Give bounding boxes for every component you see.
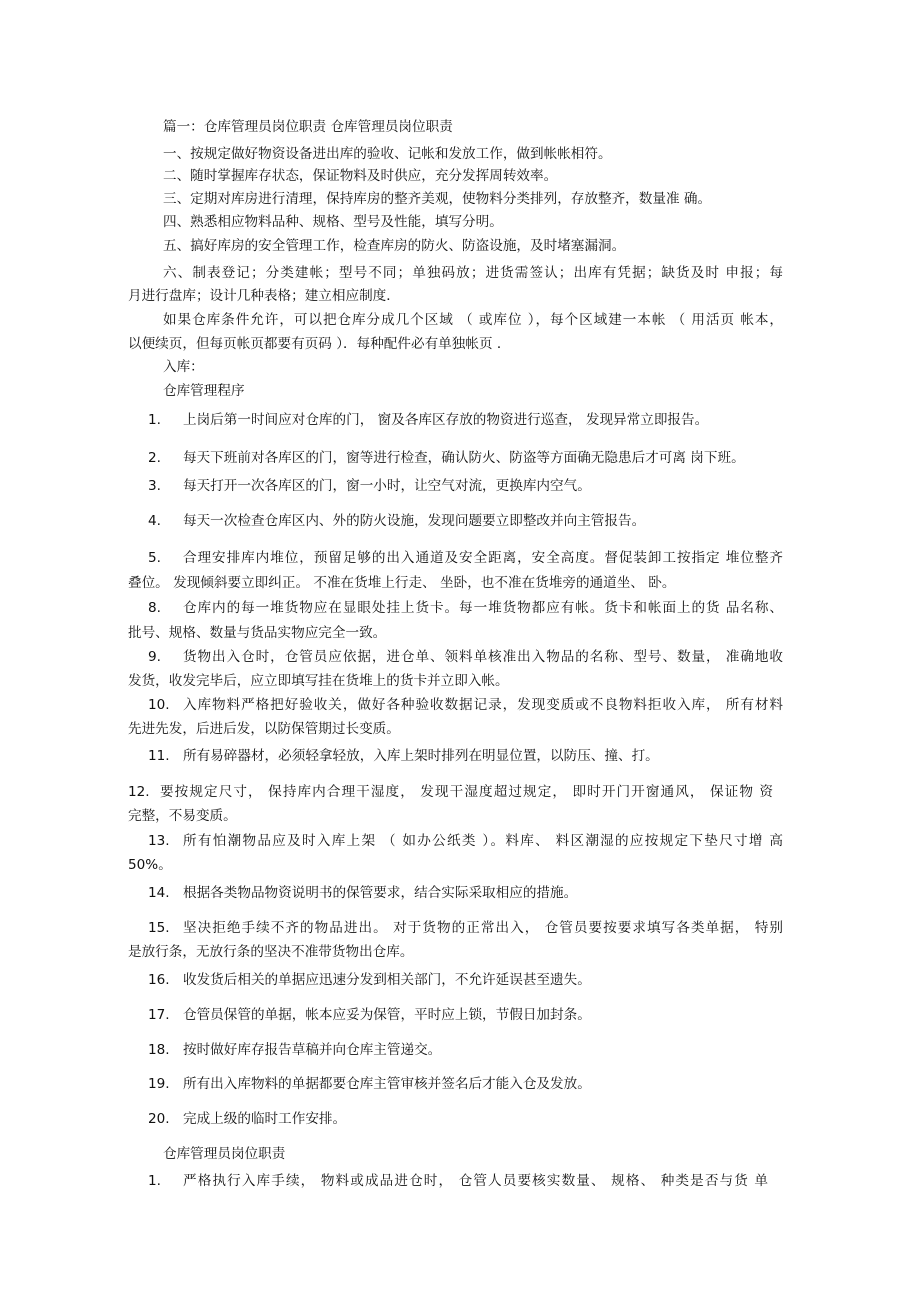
duty-line-3: 三、定期对库房进行清理，保持库房的整齐美观，使物料分类排列，存放整齐，数量准 确。	[163, 191, 712, 207]
item-text: 所有怕潮物品应及时入库上架 （ 如办公纸类 ）。料库、 料区潮湿的应按规定下垫尺寸增 高	[183, 833, 783, 849]
item-text-cont: 50%。	[128, 857, 172, 873]
inbound-heading: 入库：	[163, 359, 204, 375]
item-number: 10.	[148, 697, 170, 713]
duty-line-5: 五、搞好库房的安全管理工作，检查库房的防火、防盗设施，及时堵塞漏洞。	[163, 238, 626, 254]
item-text-cont: 是放行条，无放行条的坚决不准带货物出仓库。	[128, 944, 414, 960]
item-number: 8.	[148, 600, 161, 616]
document-title: 篇一：仓库管理员岗位职责 仓库管理员岗位职责	[163, 119, 453, 135]
item-text: 仓库内的每一堆货物应在显眼处挂上货卡。每一堆货物都应有帐。货卡和帐面上的货 品名称、	[183, 600, 783, 616]
item-number: 19.	[148, 1076, 170, 1092]
item-text: 合理安排库内堆位，预留足够的出入通道及安全距离，安全高度。督促装卸工按指定 堆位整齐	[183, 550, 783, 566]
para7-line-1: 如果仓库条件允许，可以把仓库分成几个区域 （ 或库位 ），每个区域建一本帐 （ 用活页 帐本，	[163, 312, 783, 328]
item-text: 每天打开一次各库区的门，窗一小时，让空气对流，更换库内空气。	[183, 478, 591, 494]
item-text: 仓管员保管的单据，帐本应妥为保管，平时应上锁，节假日加封条。	[183, 1007, 591, 1023]
item-number: 17.	[148, 1007, 170, 1023]
item-text-cont: 先进先发，后进后发，以防保管期过长变质。	[128, 721, 400, 737]
item-text: 所有出入库物料的单据都要仓库主管审核并签名后才能入仓及发放。	[183, 1076, 591, 1092]
item-text: 完成上级的临时工作安排。	[183, 1111, 347, 1127]
duty-line-2: 二、随时掌握库存状态，保证物料及时供应，充分发挥周转效率。	[163, 168, 558, 184]
item-number: 3.	[148, 478, 161, 494]
duty-line-4: 四、熟悉相应物料品种、规格、型号及性能，填写分明。	[163, 214, 503, 230]
item-text: 按时做好库存报告草稿并向仓库主管递交。	[183, 1042, 442, 1058]
item-number: 9.	[148, 649, 161, 665]
procedure-title: 仓库管理程序	[163, 383, 245, 399]
item-number: 5.	[148, 550, 161, 566]
item-number: 2.	[148, 450, 161, 466]
para7-line-2: 以便续页，但每页帐页都要有页码 ）．每种配件必有单独帐页 ．	[128, 336, 511, 352]
section2-title: 仓库管理员岗位职责	[163, 1146, 286, 1162]
item-number: 13.	[148, 833, 170, 849]
item-text: 严格执行入库手续， 物料或成品进仓时， 仓管人员要核实数量、 规格、 种类是否与货 单	[183, 1173, 768, 1189]
item-text: 入库物料严格把好验收关，做好各种验收数据记录，发现变质或不良物料拒收入库， 所有材料	[183, 697, 783, 713]
item-text-cont: 批号、规格、数量与货品实物应完全一致。	[128, 625, 387, 641]
item-number: 15.	[148, 920, 170, 936]
item-number: 16.	[148, 972, 170, 988]
item-text: 根据各类物品物资说明书的保管要求，结合实际采取相应的措施。	[183, 885, 578, 901]
item-number: 20.	[148, 1111, 170, 1127]
item-number: 14.	[148, 885, 170, 901]
duty-line-1: 一、按规定做好物资设备进出库的验收、记帐和发放工作，做到帐帐相符。	[163, 146, 612, 162]
item-number: 1.	[148, 412, 161, 428]
item-number: 18.	[148, 1042, 170, 1058]
item-text: 每天一次检查仓库区内、外的防火设施，发现问题要立即整改并向主管报告。	[183, 513, 646, 529]
item-text: 要按规定尺寸， 保持库内合理干湿度， 发现干湿度超过规定， 即时开门开窗通风， 保证物 资	[160, 784, 773, 800]
item-text: 每天下班前对各库区的门，窗等进行检查，确认防火、防盗等方面确无隐患后才可离 岗下班。	[183, 450, 745, 466]
item-number: 12.	[128, 784, 150, 800]
item-number: 1.	[148, 1173, 161, 1189]
item-text-cont: 发货，收发完毕后，应立即填写挂在货堆上的货卡并立即入帐。	[128, 673, 509, 689]
para6-line-2: 月进行盘库；设计几种表格；建立相应制度．	[128, 288, 400, 304]
item-text: 收发货后相关的单据应迅速分发到相关部门，不允许延误甚至遗失。	[183, 972, 591, 988]
item-text: 坚决拒绝手续不齐的物品进出。 对于货物的正常出入， 仓管员要按要求填写各类单据， 特别	[183, 920, 783, 936]
item-text-cont: 叠位。 发现倾斜要立即纠正。 不准在货堆上行走、 坐卧，也不准在货堆旁的通道坐、 卧。	[128, 575, 676, 591]
item-number: 11.	[148, 748, 170, 764]
item-text: 货物出入仓时，仓管员应依据，进仓单、领料单核准出入物品的名称、型号、数量， 准确地收	[183, 649, 783, 665]
para6-line-1: 六、制表登记；分类建帐；型号不同；单独码放；进货需签认；出库有凭据；缺货及时 申报；每	[163, 265, 783, 281]
item-text-cont: 完整，不易变质。	[128, 808, 237, 824]
item-number: 4.	[148, 513, 161, 529]
item-text: 上岗后第一时间应对仓库的门， 窗及各库区存放的物资进行巡查， 发现异常立即报告。	[183, 412, 709, 428]
item-text: 所有易碎器材，必须轻拿轻放，入库上架时排列在明显位置，以防压、撞、打。	[183, 748, 659, 764]
